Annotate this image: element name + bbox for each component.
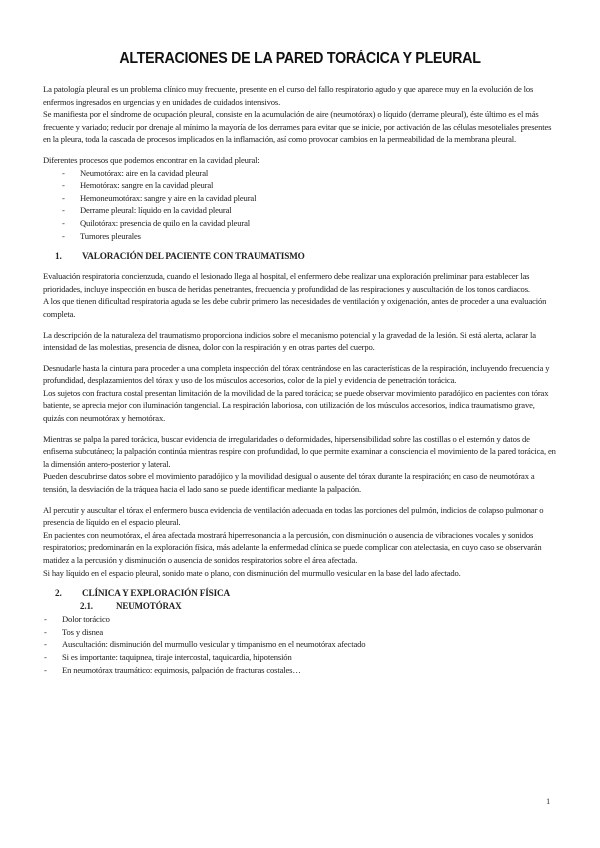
section-heading [43, 250, 557, 263]
paragraph: Los sujetos con fractura costal presentan limitación de la movilidad de la pared torácica; se puede observar movimiento paradójico en pacientes con tórax batiente, se aprecia mejor con iluminación tangencial. La respiración laboriosa, con utilización de los músculos accesorios, indica traumatismo grave, quizás con neumotórax y hemotórax. [43, 387, 549, 424]
list-item: - Si es importante: taquipnea, tiraje intercostal, taquicardia, hipotensión [25, 651, 557, 664]
intro-paragraph: Diferentes procesos que podemos encontrar en la cavidad pleural: [43, 154, 260, 165]
page-number: 1 [546, 796, 551, 806]
list-item: - Hemoneumotórax: sangre y aire en la cavidad pleural [43, 192, 557, 205]
subsection-heading [43, 600, 557, 613]
paragraph: Desnudarle hasta la cintura para proceder a una completa inspección del tórax centrándose en las características de la respiración, incluyendo frecuencia y profundidad, desplazamientos del tórax y uso de los músculos accesorios, color de la piel y evidencia de penetración torácica. [43, 362, 550, 386]
section-heading [43, 587, 557, 600]
intro-paragraph: La patología pleural es un problema clínico muy frecuente, presente en el curso del fallo respiratorio agudo y que aparece muy en la evolución de los enfermos ingresados en urgencias y en unidades de cuidados intensivos. [43, 84, 534, 107]
paragraph: Mientras se palpa la pared torácica, buscar evidencia de irregularidades o deformidades, hipersensibilidad sobre las costillas o el esternón y datos de enfisema subcutáneo; la palpación continúa mientras respire con profundidad, lo que permite examinar a consciencia el movimiento de la pared torácica, en la dimensión antero-posterior y lateral. [43, 433, 556, 469]
intro-paragraph: Se manifiesta por el síndrome de ocupación pleural, consiste en la acumulación de aire (neumotórax) o líquido (derrame pleural), éste último es el más frecuente y variado; reducir por drenaje al mínimo la mayoría de los derrames para evitar que se inicie, por activación de las células mesoteliales presentes en la pleura, toda la cascada de procesos implicados en la inflamación, así como provocar cambios en la permeabilidad de la membrana pleural. [43, 109, 552, 145]
paragraph: Evaluación respiratoria concienzuda, cuando el lesionado llega al hospital, el enfermero debe realizar una exploración preliminar para establecer las prioridades, incluye inspección en busca de heridas penetrantes, frecuencia y profundidad de las respiraciones y auscultación de los tonos cardiacos. [43, 271, 530, 294]
list-item: - Neumotórax: aire en la cavidad pleural [43, 167, 557, 180]
paragraph: Si hay líquido en el espacio pleural, sonido mate o plano, con disminución del murmullo vesicular en la base del lado afectado. [43, 567, 461, 578]
list-item: - En neumotórax traumático: equimosis, palpación de fracturas costales… [25, 664, 557, 677]
list-item: - Derrame pleural: líquido en la cavidad pleural [43, 204, 557, 217]
process-list [43, 167, 557, 243]
section-title: CLÍNICA Y EXPLORACIÓN FÍSICA [82, 588, 231, 599]
list-item: - Quilotórax: presencia de quilo en la cavidad pleural [43, 217, 557, 230]
paragraph: A los que tienen dificultad respiratoria aguda se les debe cubrir primero las necesidades de ventilación y oxigenación, antes de proceder a una evaluación completa. [43, 296, 547, 319]
paragraph: Pueden descubrirse datos sobre el movimiento paradójico y la movilidad desigual o ausente del tórax durante la respiración; en caso de neumotórax a tensión, la desviación de la tráquea hacia el lado sano se puede identificar mediante la palpación. [43, 471, 535, 495]
section-number: 1. [55, 251, 62, 262]
section-title: VALORACIÓN DEL PACIENTE CON TRAUMATISMO [82, 251, 305, 262]
paragraph: En pacientes con neumotórax, el área afectada mostrará hiperresonancia a la percusión, con disminución o ausencia de vibraciones vocales y sonidos respiratorios; predominarán en la exploración física, más adelante la enfermedad clínica se puede complicar con atelectasia, en cuyo caso se observarán matidez a la percusión y disminución o ausencia de sonidos respiratorios sobre el área afectada. [43, 529, 542, 565]
list-item: - Auscultación: disminución del murmullo vesicular y timpanismo en el neumotórax afectado [25, 638, 557, 651]
document-body [43, 83, 557, 676]
subsection-title: NEUMOTÓRAX [116, 601, 182, 612]
paragraph: La descripción de la naturaleza del traumatismo proporciona indicios sobre el mecanismo potencial y la gravedad de la lesión. Si está alerta, aclarar la intensidad de las molestias, presencia de disnea, dolor con la respiración y en otras partes del cuerpo. [43, 329, 536, 353]
list-item: - Dolor torácico [25, 613, 557, 626]
list-item: - Tos y disnea [25, 626, 557, 639]
section-number: 2. [55, 588, 62, 599]
paragraph: Al percutir y auscultar el tórax el enfermero busca evidencia de ventilación adecuada en todas las porciones del pulmón, indicios de colapso pulmonar o presencia de líquido en el espacio pleural. [43, 504, 544, 528]
subsection-number: 2.1. [80, 601, 93, 612]
symptom-list [25, 613, 557, 676]
page-title: ALTERACIONES DE LA PARED TORÁCICA Y PLEURAL [119, 50, 481, 67]
list-item: - Hemotórax: sangre en la cavidad pleural [43, 179, 557, 192]
list-item: - Tumores pleurales [43, 230, 557, 243]
